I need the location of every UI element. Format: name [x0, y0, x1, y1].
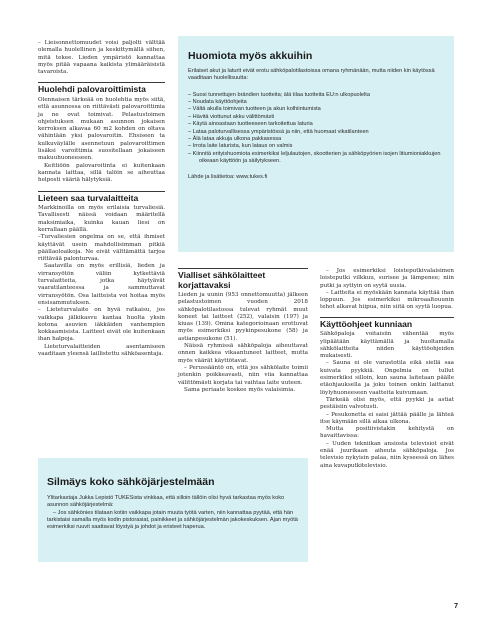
paragraph: – Sauna ei ole varastotila eikä siellä saa kuivata pyykkiä. Ongelmia on tullut esimerkiksi silloin, kun sauna laitetaan päälle etäohjauksella ja joku toinen onkin laittanut löylyhuoneeseen vaatteita kuivumaan.: [320, 360, 454, 396]
info-box-quote: – Jos sähkönies tilataan kotiin vaikkapa jotain muuta työtä varten, niin kannattaa pyytää, että hän tarkistaisi samalla myös kodin pistorasiat, painikkeet ja sähköjärjestelmän jakokeskuksen. Ajan myötä esimerkiksi ruuvit saattavat löystyä ja johdot ja eristeet haperua.: [47, 509, 298, 531]
paragraph: Olennaisen tärkeää on huolehtia myös siitä, että asunnossa on riittävästi palovaroittimia ja ne ovat toimivat. Pelastustoimen ohjeistuksen mukaan asunnon jokaisen kerroksen alkavaa 60 m2 kohden on oltava vähintään yksi palovaroitin. Ehsiseen ta kulkuväylälle asennetuun palovaroittimen lisäksi varoittimia suositellaan jokaiseen makuuhuoneeseen.: [38, 96, 165, 162]
info-box-batteries: [178, 36, 454, 252]
info-box-intro: Erilaiset akut ja laturit eivät erotu sähköpalotilastoissa omana ryhmänään, mutta niiden kin käytössä vaaditaan huolellisuutta:: [188, 68, 435, 82]
paragraph: Saatavilla on myös erillisiä, lieden ja virransyötön väliin kytkettäviä turvalaitteita, jotka häytyävät vaaratilanteessa ja sammuttavat virransyötön. Osa laitteista voi hoitaa myös ensisammutuksen.: [38, 263, 165, 306]
section-rule: [320, 317, 454, 318]
info-box-title: Huomiota myös akkuihin: [188, 50, 313, 62]
section-rule: [178, 268, 308, 269]
paragraph: – Perussääntö on, että jos sähkölaite toimii jotenkin poikkeavasti, niin viia kannattaa välittömästi korjata tai vaihtaa laite uuteen.: [178, 364, 308, 386]
paragraph: Lieteturvalaitteiden asentamiseen vaaditaan yleensä laillistettu sähköasentaja.: [38, 343, 165, 357]
list-item: – Älä lataa akkuja ulkona pakkasessa: [188, 136, 282, 143]
page-number: 7: [454, 603, 458, 610]
paragraph: –Turvaliesien ongelma on se, että ihmiset käyttävät usein mahdollisimman pitkiä päällaoloaikoja. Ne eivät välttämättä tarjoa riittävää palonturvaa.: [38, 234, 165, 263]
paragraph: Näissä ryhmissä sähköpaloja aiheuttavat onnen kaikkea vikaantuneet laitteet, mutta myös väärät käyttötavat.: [178, 343, 308, 364]
info-box-text: Ylitarkastaja Jukka Lepistö TUKESista vinkkaa, että silloin tällöin olisi hyvä tarkastaa myös koko asunnon sähköjärjestelmä:: [47, 495, 285, 509]
section-heading-smoke-alarms: Huolehdi palovaroittimista: [38, 84, 146, 95]
paragraph: Keittiöön palovaroitinta ei kuitenkaan kannata laittaa, sillä talöin se aiheuttaa helposti vääriä hälytyksiä.: [38, 162, 165, 184]
section-heading-user-manuals: Käyttöohjeet kunniaan: [320, 318, 413, 329]
list-item: – Suosi tunnettujen brändien tuotteita; älä tilaa tuotteita EU:n ulkopuolelta: [188, 91, 370, 98]
list-item: – Irrota laite laturista, kun lataus on valmis: [188, 143, 293, 150]
info-box-electrical-system: [38, 458, 308, 562]
bullet-list: [188, 92, 444, 166]
column-left: [38, 40, 165, 358]
paragraph: – Laitteita ei myöskään kannata käyttää ihan loppuun. Jos esimerkiksi mikroaaltouunin tehot alkavat hiipua, niin siitä on syytä luopua.: [320, 289, 454, 311]
list-item: – Vältä akulla toimivan tuotteen ja akun kolhiintumista: [188, 106, 321, 113]
info-box-title: Silmäys koko sähköjärjestelmään: [47, 476, 215, 488]
section-heading-stove-devices: Lieteen saa turvalaitteita: [38, 192, 139, 203]
section-heading-faulty-devices: Vialliset sähkölaitteet korjattavaksi: [178, 270, 266, 290]
list-item: – Kiinnitä erityishuomiota esimerkiksi leljulautojen, skootterien ja sähköpyörien isojen litiumioniakkujen oikeaan käyttöön ja säilytykseen.: [188, 150, 441, 165]
paragraph: Markkinoilla on myös erilaisia turvaliesiä. Tavallisesti näissä voidaan määritellä maksimiaika, kuinka kauan liesi on kerrallaan päällä.: [38, 205, 165, 233]
paragraph: Sama periaate koskee myös valaisimia.: [184, 386, 296, 393]
column-middle: [178, 268, 308, 394]
intro-paragraph: – Lieisonnettomuudet voisi paljolti välttää olemalla huolellinen ja keskittymällä siihen, mitä tekee. Lieden ympäristö kannattaa myös pitää vapaana kaikista ylimääräisistä tavaroista.: [38, 40, 165, 76]
paragraph: – Lieteturvalaite on hyvä ratkaisu, jos vaikkapa jälkikasvu kantaa huolta yksin kotona asuvien iäkkäiden vanhempien kokkaamisista. Laitteet eivät ole kuitenkaan ihan halpoja.: [38, 307, 165, 343]
paragraph: – Uuden tekniikan ansiosta televisiot eivät enää juurikaan aiheuta sähköpaloja. Jos televisio nykyisin palaa, niin kyseessä on lähes aina kuvaputkitelevisio.: [320, 440, 454, 469]
paragraph: Sähköpaloja voitaisiin vähentää myös ylipäätään käyttämällä ja huoltamalla sähkölaitteita niiden käyttöohjeiden mukaisesti.: [320, 331, 454, 360]
info-box-source: Lähde ja lisätietoa: www.tukes.fi: [188, 173, 268, 180]
paragraph: Lieden ja uunin (953 onnettomuutta) jälkeen pelastustoimen vuoden 2018 sähköpalotilastossa tulevat ryhmät muut koneet tai laitteet (252), valaisin (197) ja kiuas (139). Omina kategorioinaan erottuvat myös esimerkiksi pyykinpesukone (58) ja astianpesukone (51).: [178, 292, 308, 342]
section-rule: [38, 82, 165, 83]
paragraph: Tärkeää olisi myös, että pyykki ja astiat pestäisiin valvotusti.: [320, 396, 454, 411]
list-item: – Noudata käyttöohjeita: [188, 99, 247, 105]
paragraph: Mutta positiivistakin kehitystä on havaittavissa:: [320, 426, 454, 440]
list-item: – Käytä ainoastaan tuotteeseen tarkoitettua laturia: [188, 121, 313, 128]
paragraph: – Jos esimerkiksi loisteputkivalaisimen loisteputki vilkkuu, surisee ja lämpenee; niin putki ja syttyin on syytä uusia.: [320, 268, 454, 289]
paragraph: – Pesukonetta ei saisi jättää päälle ja lähteä itse käymään sillä aikaa ulkona.: [320, 411, 454, 425]
list-item: – Hävitä viottunut akku välittömästi: [188, 113, 275, 120]
column-right: [320, 268, 454, 470]
list-item: – Lataa paloturvallisessa ympäristössä ja niin, että huomaat vikatilanteen: [188, 128, 369, 135]
section-rule: [38, 191, 165, 192]
